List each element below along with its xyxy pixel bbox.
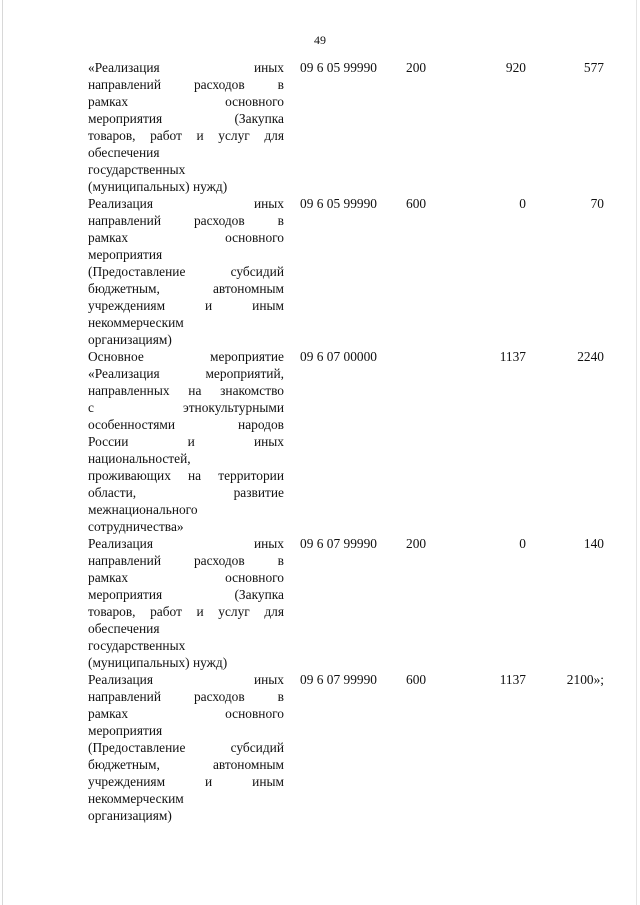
- row-name-line: государственных: [88, 638, 186, 653]
- page-edge-left: [2, 0, 3, 905]
- row-name-line: мероприятия (Закупка: [88, 587, 284, 602]
- row-name-line: области, развитие: [88, 485, 284, 500]
- row-value-1: 1137: [499, 672, 526, 687]
- row-expense-type: 200: [406, 60, 427, 75]
- row-name-line: товаров, работ и услуг для: [88, 604, 284, 619]
- row-name-line: мероприятия (Закупка: [88, 111, 284, 126]
- row-name: [88, 59, 284, 195]
- row-name-line: бюджетным, автономным: [88, 757, 284, 772]
- row-value-1: 1137: [499, 349, 526, 364]
- row-expense-type: 600: [406, 196, 427, 211]
- row-value-2: 2240: [577, 349, 604, 364]
- row-name-line: направлений расходов в: [88, 77, 284, 92]
- row-name-line: бюджетным, автономным: [88, 281, 284, 296]
- row-value-2: 2100»;: [566, 672, 604, 687]
- row-expense-type: [406, 348, 446, 535]
- row-name-line: государственных: [88, 162, 186, 177]
- row-name-line: «Реализация иных: [88, 60, 284, 75]
- table-row: [88, 195, 604, 348]
- column-gap: [284, 195, 300, 348]
- row-code: 09 6 05 99990: [300, 196, 377, 211]
- row-value-2: 577: [583, 60, 604, 75]
- column-gap: [284, 348, 300, 535]
- column-gap: [284, 671, 300, 824]
- table-row: [88, 348, 604, 535]
- row-name: [88, 195, 284, 348]
- column-gap: [284, 535, 300, 671]
- row-expense-type: 600: [406, 672, 427, 687]
- budget-table: [88, 59, 604, 824]
- row-code: 09 6 07 99990: [300, 536, 377, 551]
- row-name-line: (муниципальных) нужд): [88, 179, 228, 194]
- row-code: 09 6 07 00000: [300, 349, 377, 364]
- row-name-line: обеспечения: [88, 145, 160, 160]
- table-row: [88, 535, 604, 671]
- row-name-line: рамках основного: [88, 706, 284, 721]
- row-name-line: товаров, работ и услуг для: [88, 128, 284, 143]
- row-name-line: организациям): [88, 808, 172, 823]
- column-gap: [284, 59, 300, 195]
- row-name-line: Реализация иных: [88, 196, 284, 211]
- row-value-1: 920: [505, 60, 526, 75]
- row-name-line: учреждениям и иным: [88, 298, 284, 313]
- row-name-line: Реализация иных: [88, 536, 284, 551]
- row-name-line: некоммерческим: [88, 315, 184, 330]
- row-name-line: Реализация иных: [88, 672, 284, 687]
- row-name-line: России и иных: [88, 434, 284, 449]
- row-name-line: организациям): [88, 332, 172, 347]
- row-name-line: некоммерческим: [88, 791, 184, 806]
- row-name-line: направлений расходов в: [88, 689, 284, 704]
- row-value-1: 0: [519, 196, 526, 211]
- row-name: [88, 535, 284, 671]
- row-name-line: (муниципальных) нужд): [88, 655, 228, 670]
- row-value-2: 140: [583, 536, 604, 551]
- row-name-line: с этнокультурными: [88, 400, 284, 415]
- page-number: 49: [314, 33, 326, 47]
- row-code: 09 6 07 99990: [300, 672, 377, 687]
- row-name-line: особенностями народов: [88, 417, 284, 432]
- row-name-line: обеспечения: [88, 621, 160, 636]
- row-name-line: направлений расходов в: [88, 553, 284, 568]
- row-name-line: рамках основного: [88, 570, 284, 585]
- row-name-line: межнационального: [88, 502, 198, 517]
- page-edge-right: [636, 0, 637, 905]
- row-name-line: Основное мероприятие: [88, 349, 284, 364]
- budget-table-body: [88, 59, 604, 824]
- row-name-line: направленных на знакомство: [88, 383, 284, 398]
- row-name-line: (Предоставление субсидий: [88, 740, 284, 755]
- row-code: 09 6 05 99990: [300, 60, 377, 75]
- row-value-1: 0: [519, 536, 526, 551]
- row-expense-type: 200: [406, 536, 427, 551]
- row-name-line: рамках основного: [88, 94, 284, 109]
- table-row: [88, 671, 604, 824]
- row-name-line: проживающих на территории: [88, 468, 284, 483]
- row-name: [88, 348, 284, 535]
- row-name-line: «Реализация мероприятий,: [88, 366, 284, 381]
- row-name-line: национальностей,: [88, 451, 191, 466]
- row-name-line: мероприятия: [88, 723, 163, 738]
- row-name-line: направлений расходов в: [88, 213, 284, 228]
- row-name-line: рамках основного: [88, 230, 284, 245]
- row-name: [88, 671, 284, 824]
- row-name-line: мероприятия: [88, 247, 163, 262]
- row-value-2: 70: [590, 196, 604, 211]
- row-name-line: (Предоставление субсидий: [88, 264, 284, 279]
- row-name-line: учреждениям и иным: [88, 774, 284, 789]
- row-name-line: сотрудничества»: [88, 519, 184, 534]
- table-row: [88, 59, 604, 195]
